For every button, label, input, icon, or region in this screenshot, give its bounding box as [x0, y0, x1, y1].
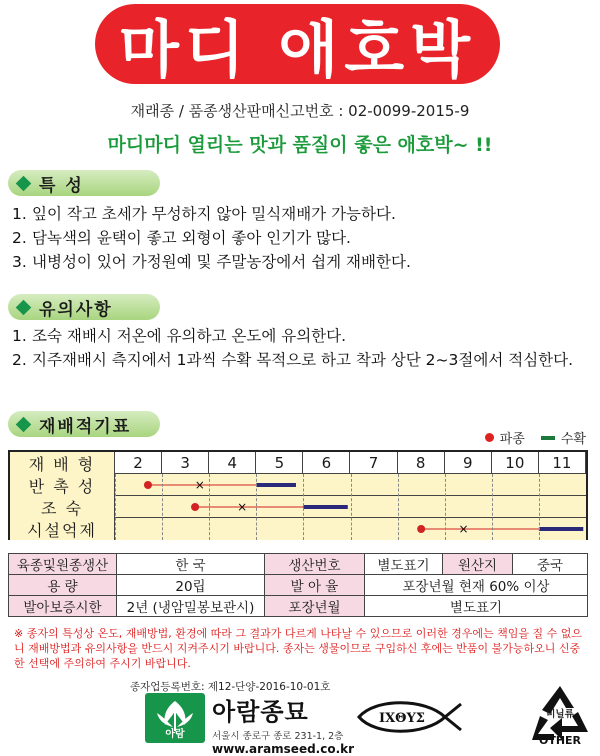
- aram-logo: [145, 693, 205, 743]
- month-divider: [398, 474, 399, 540]
- registration-line: 재래종 / 품종생산판매신고번호 : 02-0099-2015-9: [130, 102, 470, 120]
- month-cell: 11: [539, 452, 586, 474]
- schedule-row-label: 시설억제: [10, 518, 115, 540]
- table-row: [9, 554, 588, 575]
- info-value: 한 국: [117, 554, 265, 575]
- info-value: 2년 (냉암밀봉보관시): [117, 596, 265, 617]
- legend-harvest: 수확: [560, 432, 586, 447]
- info-key: 원산지: [443, 554, 513, 575]
- schedule-row-label: 반 촉 성: [10, 474, 115, 496]
- company-url[interactable]: www.aramseed.co.kr: [212, 742, 355, 756]
- month-divider: [256, 474, 257, 540]
- month-cell: 9: [445, 452, 492, 474]
- month-divider: [115, 474, 116, 540]
- list-item: 3. 내병성이 있어 가정원예 및 주말농장에서 쉽게 재배한다.: [12, 253, 411, 271]
- schedule-header-label: 재 배 형: [10, 452, 115, 474]
- features-heading: 특 성: [8, 170, 160, 196]
- info-key: 발아보증시한: [9, 596, 117, 617]
- harvest-bar: [303, 505, 347, 509]
- company-block: [212, 692, 354, 756]
- month-cell: 4: [209, 452, 256, 474]
- month-divider: [539, 474, 540, 540]
- ichthys-fish-icon: [355, 700, 465, 738]
- schedule-row-label: 조 숙: [10, 496, 115, 518]
- info-key: 포장년월: [265, 596, 365, 617]
- harvest-bar: [256, 483, 296, 487]
- month-divider: [209, 474, 210, 540]
- company-name: 아람종묘: [212, 698, 309, 726]
- info-key: 용 량: [9, 575, 117, 596]
- seed-business-registration: 종자업등록번호: 제12-단양-2016-10-01호: [130, 681, 331, 693]
- info-value: 별도표기: [365, 554, 443, 575]
- cautions-list: [12, 324, 587, 372]
- diamond-icon: [16, 416, 32, 432]
- legend-sow: 파종: [499, 432, 525, 447]
- list-item: 1. 조숙 재배시 저온에 유의하고 온도에 유의한다.: [12, 327, 347, 345]
- month-divider: [492, 474, 493, 540]
- logo-text: 아람: [165, 729, 185, 740]
- schedule-heading: 재배적기표: [8, 411, 160, 437]
- features-list: [12, 202, 592, 274]
- month-cell: 7: [351, 452, 398, 474]
- table-row: [9, 596, 588, 617]
- slogan: 마디마디 열리는 맛과 품질이 좋은 애호박~ !!: [107, 134, 493, 156]
- info-value: 20립: [117, 575, 265, 596]
- list-item: 2. 담녹색의 윤택이 좋고 외형이 좋아 인기가 많다.: [12, 229, 351, 247]
- month-cell: 8: [398, 452, 445, 474]
- title-banner: [95, 4, 500, 84]
- ichthys-text: IXΘYΣ: [379, 711, 425, 726]
- company-address: 서울시 종로구 종로 231-1, 2층: [212, 731, 344, 742]
- diamond-icon: [16, 299, 32, 315]
- sow-mark: [417, 525, 425, 533]
- harvest-bar: [539, 527, 583, 531]
- month-divider: [162, 474, 163, 540]
- info-key: 생산번호: [265, 554, 365, 575]
- plant-mark: ×: [237, 500, 248, 514]
- harvest-bar-icon: [541, 436, 555, 440]
- recycle-other: OTHER: [538, 734, 582, 747]
- month-cell: 6: [303, 452, 350, 474]
- month-divider: [445, 474, 446, 540]
- diamond-icon: [16, 175, 32, 191]
- info-key: 발 아 율: [265, 575, 365, 596]
- schedule-legend: [485, 428, 586, 447]
- info-value: 포장년월 현재 60% 이상: [365, 575, 588, 596]
- month-divider: [303, 474, 304, 540]
- month-cell: 5: [256, 452, 303, 474]
- info-key: 육종및원종생산: [9, 554, 117, 575]
- plant-mark: ×: [194, 478, 205, 492]
- schedule-marks: [10, 452, 586, 540]
- recycle-label: 비닐류: [546, 709, 574, 720]
- month-cell: 3: [162, 452, 209, 474]
- month-cell: 2: [115, 452, 162, 474]
- cautions-heading: 유의사항: [8, 294, 160, 320]
- recycle-icon: [528, 682, 592, 752]
- product-title: 마디 애호박: [118, 12, 477, 86]
- sow-mark: [144, 481, 152, 489]
- sow-dot-icon: [485, 433, 494, 442]
- info-table: [8, 553, 588, 617]
- info-value: 중국: [513, 554, 588, 575]
- month-divider: [351, 474, 352, 540]
- sow-mark: [191, 503, 199, 511]
- list-item: 2. 지주재배시 측지에서 1과씩 수확 목적으로 하고 착과 상단 2~3절에서 적심한다.: [12, 351, 574, 369]
- month-cell: 10: [492, 452, 539, 474]
- table-row: [9, 575, 588, 596]
- schedule-table: [8, 450, 588, 540]
- plant-mark: ×: [458, 522, 469, 536]
- notice-text: ※ 종자의 특성상 온도, 재배방법, 환경에 따라 그 결과가 다르게 나타날 수 있으므로 이러한 경우에는 책임을 질 수 없으니 재배방법과 유의사항을 반드시 지켜주시기 바랍니다. 종자는 생물이므로 구입하신 후에는 반품이 불가능하오니 신중한 선택에 주의하여 주시기 바랍니다.: [14, 627, 582, 670]
- info-value: 별도표기: [365, 596, 588, 617]
- list-item: 1. 잎이 작고 초세가 무성하지 않아 밀식재배가 가능하다.: [12, 205, 396, 223]
